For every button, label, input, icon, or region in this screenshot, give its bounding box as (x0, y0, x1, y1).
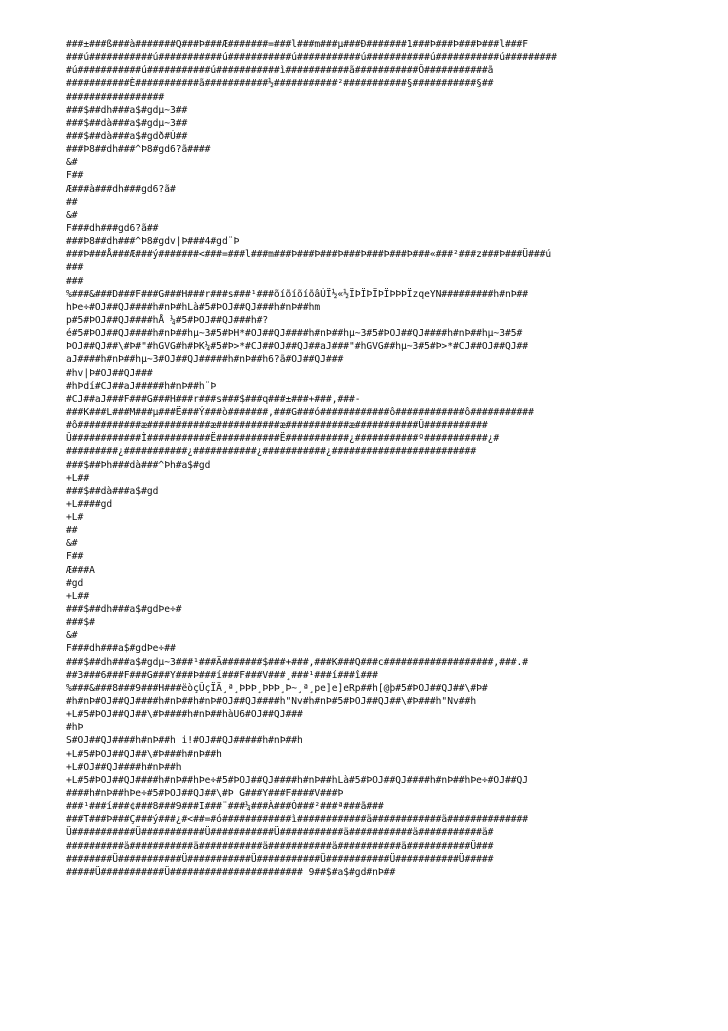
text-line: ##3###6###F###G###Y###Þ###í###F###V###¸###¹###í###î### (66, 669, 378, 681)
text-line: ### (66, 275, 84, 287)
text-line: +L## (66, 590, 90, 602)
text-line: ###$##dh###a$#gdµ~3###¹###Ä#######$###+###,###K###Q###c###################,###.# (66, 656, 529, 668)
text-line: F###dh###a$#gdÞe÷## (66, 643, 176, 655)
text-line: Û############Ì###########Ë###########Ë###########¿###########º###########¿# (66, 433, 500, 445)
text-line: ###########È###########ã###########½###########²###########§###########§## (66, 78, 494, 90)
text-line: ###$##Þh###dà###^Þh#a$#gd (66, 459, 211, 471)
text-line: +L# (66, 512, 84, 524)
text-line: ###Þ###Å###Æ###ý#######<###=###l###m###Þ###Þ###Þ###Þ###Þ###Þ###«###²###z###Þ###Ü###ú (66, 249, 552, 261)
text-line: ###ú###########ú###########ú###########ú###########ú###########ú###########ú######### (66, 52, 557, 64)
text-line: ###$##dà###a$#gd (66, 485, 159, 497)
text-line: +L## (66, 472, 90, 484)
text-line: S#OJ##QJ####h#nÞ##h i!#OJ##QJ#####h#nÞ##h (66, 735, 303, 747)
text-line: hÞe÷#OJ##QJ####h#nÞ#hLà#5#ÞOJ##QJ###h#nÞ##hm (66, 301, 321, 313)
text-line: ###$# (66, 617, 95, 629)
text-line: ##########ä###########ä###########ä###########ä###########ä###########Ü### (66, 840, 494, 852)
text-line: ###Þ8##dh###^Þ8#gdv|Þ###4#gd¨Þ (66, 236, 240, 248)
text-line: ## (66, 525, 78, 537)
text-line: Æ###A (66, 564, 95, 576)
text-line: ###$##dh###a$#gdµ~3## (66, 104, 188, 116)
text-line: +L####gd (66, 498, 113, 510)
text-line: %###&###D###F###G###H###r###s###¹###õíõíõíõâÚÏ½«½ÏÞÏÞÏÞÏÞÞÞÏzqeYN#########h#nÞ## (66, 288, 529, 300)
text-line: ###$##dh###a$#gdÞe÷# (66, 604, 182, 616)
text-line: ## (66, 196, 78, 208)
text-line: ###K###L###M###µ###Ë###Ý###ò#######,###G###ó############ô############ô########### (66, 406, 534, 418)
text-line: ###±###ß###à#######Q###Þ###Æ#######=###l###m###µ###Ð#######1###Þ###Þ###Þ###l###F (66, 39, 529, 50)
text-line: #####Ü###########Ü####################### 9##$#a$#gd#nÞ## (66, 866, 396, 878)
text-line: %###&###8###9###H###ëòçÛçÏÃ¸ª¸ÞÞÞ¸ÞÞÞ¸Þ~¸ª¸pe]e]eRp##h[@þ#5#ÞOJ##QJ##\#Þ# (66, 682, 488, 694)
text-line: ###Þ8##dh###^Þ8#gd6?ã#### (66, 144, 211, 156)
text-line: ###¹###í###¢###8###9###I###¨###¼###À###Ó###²###ª###ã### (66, 801, 384, 813)
text-line: #hÞ (66, 722, 84, 734)
text-line: é#5#ÞOJ##QJ####h#nÞ##hµ~3#5#ÞH*#OJ##QJ####h#nÞ##hµ~3#5#ÞOJ##QJ####h#nÞ##hµ~3#5# (66, 328, 523, 340)
text-line: p#5#ÞOJ##QJ####hÅ ¼#5#ÞOJ##QJ###h#? (66, 314, 269, 326)
text-line: F## (66, 170, 84, 182)
text-line: F###dh###gd6?ã## (66, 222, 159, 234)
text-line: ########Ü###########Ü###########Ü###########Ü###########Ü###########Ü##### (66, 853, 494, 865)
text-line: Ü###########Ü###########Ü###########Ü###########ä###########ä###########ä# (66, 827, 494, 839)
text-line: #hv|Þ#OJ##QJ### (66, 367, 153, 379)
text-line: aJ####h#nÞ##hµ~3#OJ##QJ#####h#nÞ##h6?ã#OJ##QJ### (66, 354, 344, 366)
text-line: ####h#nÞ##hÞe÷#5#ÞOJ##QJ##\#Þ G###Y###F####V###Þ (66, 788, 344, 800)
text-line: +L#5#ÞOJ##QJ##\#Þ####h#nÞ##hàU6#OJ##QJ### (66, 709, 303, 721)
text-line: #gd (66, 577, 84, 589)
text-line: &# (66, 157, 78, 169)
text-line: ### (66, 262, 84, 274)
text-line: #ú###########ú###########ú###########ì###########ã###########Ô###########ã (66, 65, 494, 77)
text-line: +L#OJ##QJ####h#nÞ##h (66, 761, 182, 773)
text-line: +L#5#ÞOJ##QJ##\#Þ###h#nÞ##h (66, 748, 222, 760)
text-line: &# (66, 538, 78, 550)
text-line: &# (66, 630, 78, 642)
text-line: #CJ##aJ###F###G###H###r###s###$###q###±###+###,###- (66, 393, 361, 405)
text-line: ###$##dà###a$#gdµ~3## (66, 117, 188, 129)
text-line: +L#5#ÞOJ##QJ####h#nÞ##hÞe÷#5#ÞOJ##QJ####h#nÞ##hLà#5#ÞOJ##QJ####h#nÞ##hÞe÷#OJ##QJ (66, 774, 529, 786)
text-line: ################# (66, 91, 165, 103)
text-line: ###$##dà###a$#gdð#Ú## (66, 130, 188, 142)
text-line: #h#nÞ#OJ##QJ####h#nÞ##h#nÞ#OJ##QJ####h"Nv#h#nÞ#5#ÞOJ##QJ##\#Þ###h"Nv##h (66, 696, 477, 708)
text-line: Æ###à###dh###gd6?ã# (66, 183, 176, 195)
text-line: ÞOJ##QJ##\#Þ#"#hGVG#h#ÞK¼#5#Þ>*#CJ##OJ##QJ##aJ###"#hGVG##hµ~3#5#Þ>*#CJ##OJ##QJ## (66, 341, 529, 353)
document-body-text (66, 38, 662, 879)
text-line: &# (66, 209, 78, 221)
text-line: #hÞdí#CJ##aJ#####h#nÞ##h¨Þ (66, 380, 217, 392)
text-line: #ô###########æ###########æ###########æ###########æ###########Û########### (66, 420, 488, 432)
text-line: ###T###Þ###Ç###ý###¿#<##=#ó############ì############ä############ä############## (66, 814, 529, 826)
text-line: #########¿###########¿###########¿###########¿######################### (66, 446, 477, 458)
text-line: F## (66, 551, 84, 563)
